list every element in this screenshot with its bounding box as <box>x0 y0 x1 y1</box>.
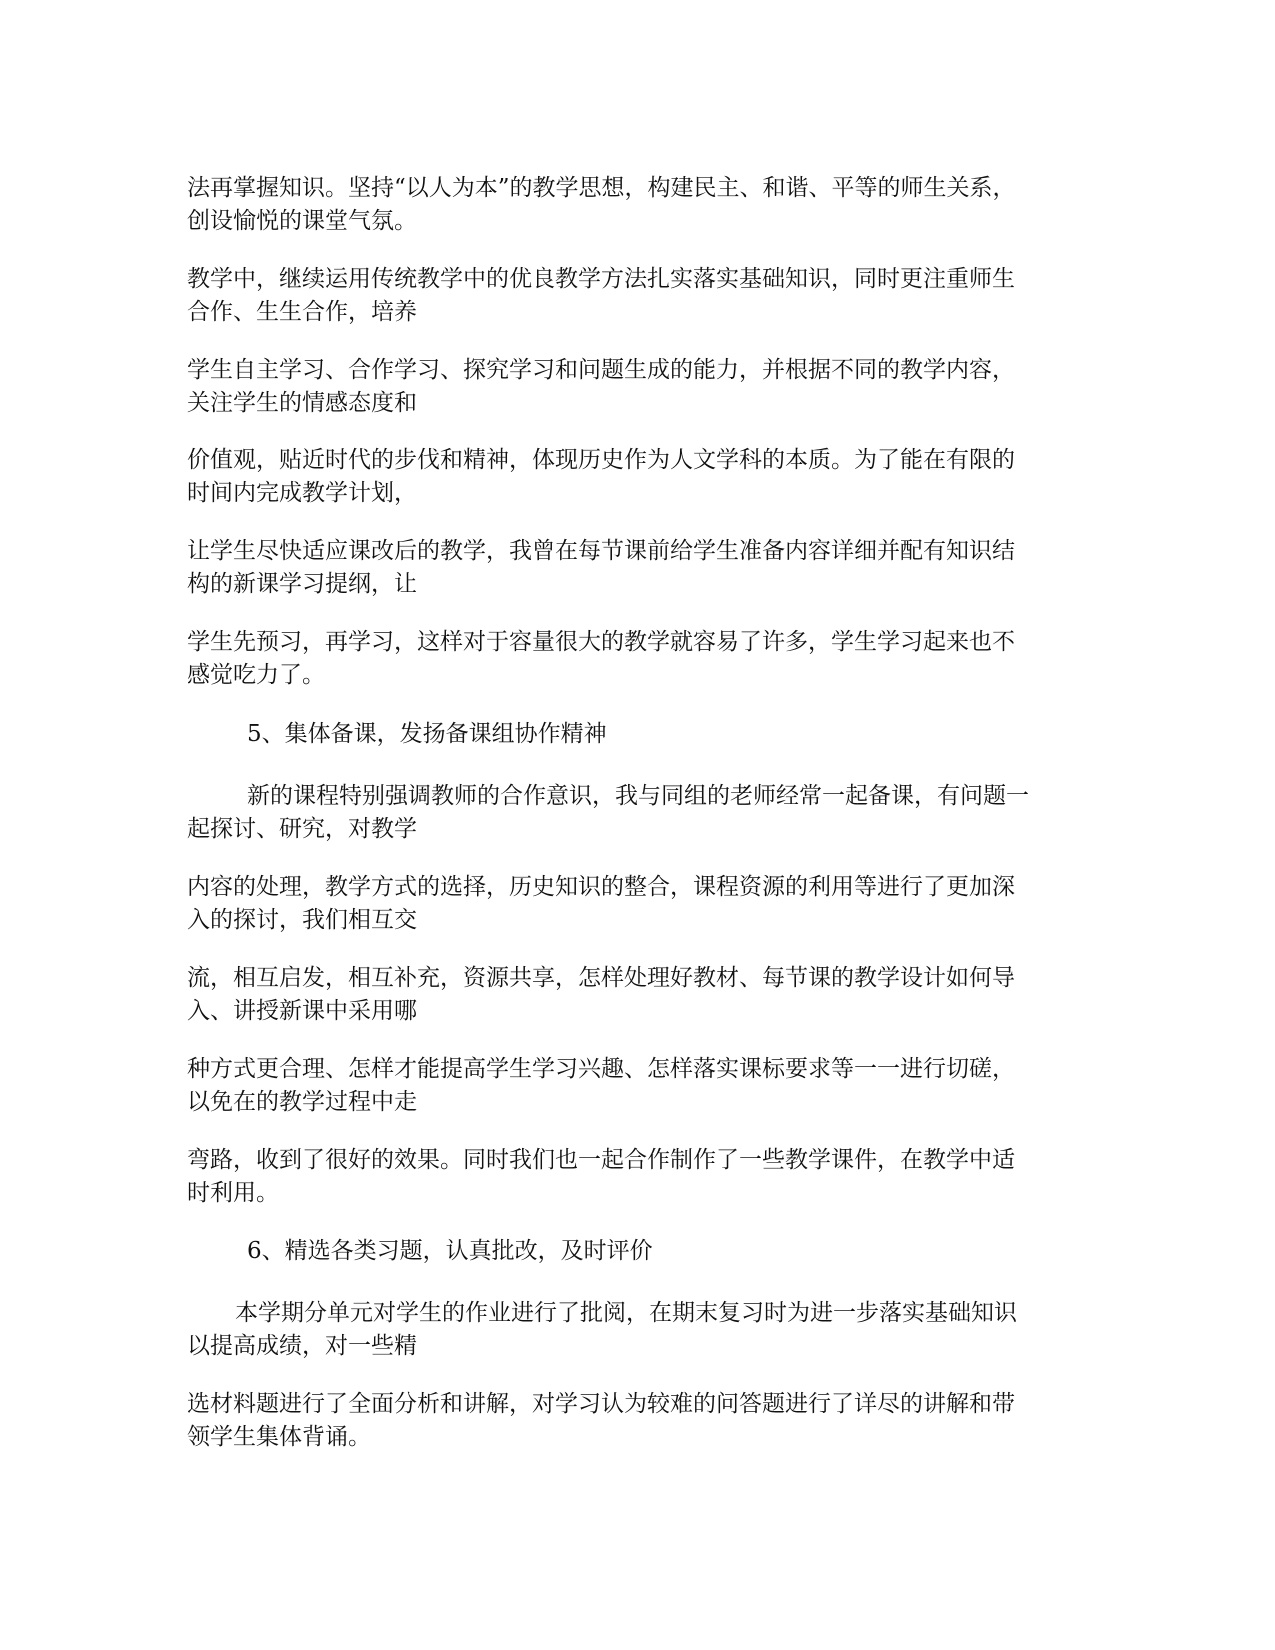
section-heading-6 <box>247 1235 653 1268</box>
text-line: 新的课程特别强调教师的合作意识，我与同组的老师经常一起备课，有问题一 <box>247 783 1029 809</box>
text-line: 让学生尽快适应课改后的教学，我曾在每节课前给学生准备内容详细并配有知识结 <box>187 538 1015 564</box>
paragraph-11 <box>187 1144 1015 1210</box>
paragraph-1 <box>187 172 1016 238</box>
text-line: 学生自主学习、合作学习、探究学习和问题生成的能力，并根据不同的教学内容， <box>187 357 1015 383</box>
text-line: 弯路，收到了很好的效果。同时我们也一起合作制作了一些教学课件，在教学中适 <box>187 1147 1015 1173</box>
text-line: 选材料题进行了全面分析和讲解，对学习认为较难的问答题进行了详尽的讲解和带 <box>187 1391 1015 1417</box>
text-line: 价值观，贴近时代的步伐和精神，体现历史作为人文学科的本质。为了能在有限的 <box>187 447 1015 473</box>
text-line: 感觉吃力了。 <box>187 662 325 688</box>
paragraph-3 <box>187 354 1015 420</box>
text-line: 入的探讨，我们相互交 <box>187 907 417 933</box>
text-line: 入、讲授新课中采用哪 <box>187 998 417 1024</box>
text-line: 时利用。 <box>187 1180 279 1206</box>
text-line: 本学期分单元对学生的作业进行了批阅，在期末复习时为进一步落实基础知识 <box>235 1300 1017 1326</box>
text-line: 起探讨、研究，对教学 <box>187 816 417 842</box>
section-heading-5 <box>247 718 607 751</box>
text-line: 以免在的教学过程中走 <box>187 1089 417 1115</box>
paragraph-5 <box>187 535 1015 601</box>
text-line: 合作、生生合作，培养 <box>187 299 417 325</box>
text-line: 5、集体备课，发扬备课组协作精神 <box>247 721 607 747</box>
paragraph-4 <box>187 444 1015 510</box>
paragraph-6 <box>187 626 1015 692</box>
text-line: 时间内完成教学计划， <box>187 480 417 506</box>
paragraph-8 <box>187 871 1015 937</box>
paragraph-7 <box>187 780 1029 846</box>
paragraph-9 <box>187 962 1015 1028</box>
paragraph-2 <box>187 263 1015 329</box>
text-line: 教学中，继续运用传统教学中的优良教学方法扎实落实基础知识，同时更注重师生 <box>187 266 1015 292</box>
text-line: 内容的处理，教学方式的选择，历史知识的整合，课程资源的利用等进行了更加深 <box>187 874 1015 900</box>
text-line: 关注学生的情感态度和 <box>187 390 417 416</box>
paragraph-13 <box>187 1388 1015 1454</box>
text-line: 以提高成绩，对一些精 <box>187 1333 417 1359</box>
text-line: 构的新课学习提纲，让 <box>187 571 417 597</box>
text-line: 法再掌握知识。坚持“以人为本”的教学思想，构建民主、和谐、平等的师生关系， <box>187 175 1016 201</box>
paragraph-10 <box>187 1053 1015 1119</box>
text-line: 6、精选各类习题，认真批改，及时评价 <box>247 1238 653 1264</box>
text-line: 创设愉悦的课堂气氛。 <box>187 208 417 234</box>
text-line: 领学生集体背诵。 <box>187 1424 371 1450</box>
text-line: 学生先预习，再学习，这样对于容量很大的教学就容易了许多，学生学习起来也不 <box>187 629 1015 655</box>
paragraph-12 <box>187 1297 1017 1363</box>
text-line: 种方式更合理、怎样才能提高学生学习兴趣、怎样落实课标要求等一一进行切磋， <box>187 1056 1015 1082</box>
text-line: 流，相互启发，相互补充，资源共享，怎样处理好教材、每节课的教学设计如何导 <box>187 965 1015 991</box>
